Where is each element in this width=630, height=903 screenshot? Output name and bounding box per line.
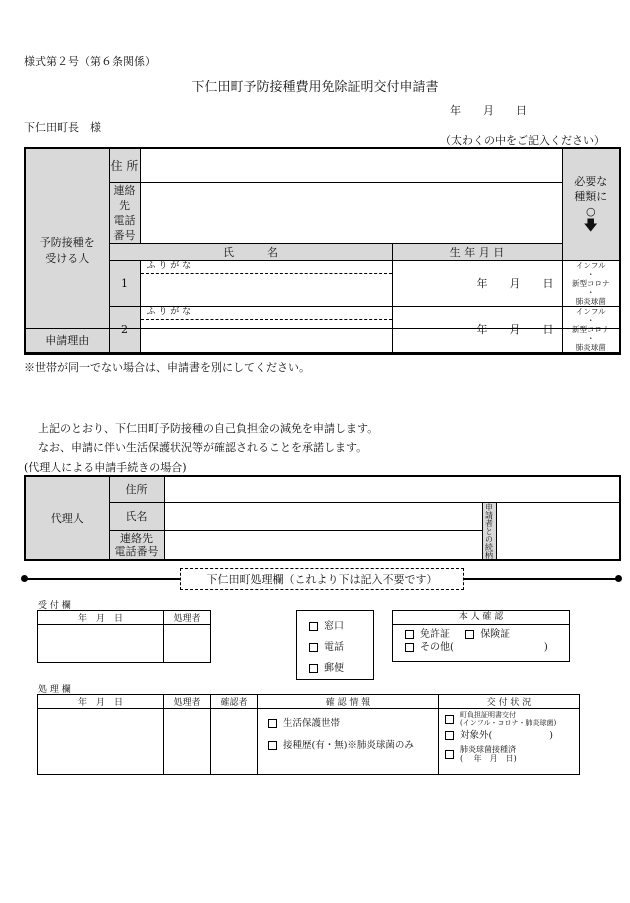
furigana-label: ふ り が な — [141, 307, 392, 320]
reason-table — [24, 328, 621, 354]
checkbox-icon — [405, 630, 414, 639]
reception-table — [37, 610, 211, 663]
checkbox-icon — [268, 719, 277, 728]
info-header: 確 認 情 報 — [258, 695, 439, 709]
processing-checker-header: 確認者 — [211, 695, 258, 709]
checkbox-icon — [309, 643, 318, 652]
processing-date-field[interactable] — [38, 709, 164, 775]
reception-date-header: 年 月 日 — [38, 611, 164, 625]
checkbox-icon — [445, 731, 454, 740]
channel-phone[interactable] — [309, 637, 373, 658]
identity-title: 本 人 確 認 — [393, 611, 569, 625]
other-label: その他( ) — [420, 642, 548, 653]
checkbox-icon — [268, 741, 277, 750]
page-title: 下仁田町予防接種費用免除証明交付申請書 — [191, 80, 439, 95]
channel-label: 電話 — [324, 642, 344, 653]
reception-handler-header: 処理者 — [164, 611, 211, 625]
applicant-table — [24, 147, 621, 355]
note: ※世帯が同一でない場合は、申請書を別にしてください。 — [24, 361, 310, 374]
checkbox-icon — [465, 630, 474, 639]
reception-date-field[interactable] — [38, 625, 164, 663]
date-line: 年 月 日 — [450, 104, 527, 117]
contact-field[interactable] — [140, 182, 562, 243]
row-number: 2 — [109, 306, 140, 352]
checkbox-icon — [309, 664, 318, 673]
proxy-note: (代理人による申請手続きの場合) — [24, 461, 187, 474]
office-header: 下仁田町処理欄（これより下は記入不要です） — [180, 568, 464, 590]
vaccine-types[interactable]: インフル ・ 新型コロナ ・ 肺炎球菌 — [562, 260, 620, 306]
row-number: 1 — [109, 260, 140, 306]
proxy-address-label: 住所 — [109, 476, 164, 502]
issued-check[interactable] — [445, 711, 579, 727]
reception-handler-field[interactable] — [164, 625, 211, 663]
proxy-contact-label: 連絡先 電話番号 — [109, 531, 164, 560]
birth-header: 生 年 月 日 — [392, 243, 562, 260]
proxy-address-field[interactable] — [164, 476, 620, 502]
channel-mail[interactable] — [309, 658, 373, 679]
address-label: 住 所 — [109, 148, 140, 182]
status-header: 交 付 状 況 — [439, 695, 580, 709]
checkbox-icon — [445, 750, 454, 759]
vaccinee-label: 予防接種を 受ける人 — [25, 148, 109, 354]
needed-type-label: 必要な 種類に ○ — [574, 175, 608, 219]
processing-title: 処 理 欄 — [38, 685, 71, 695]
history-label: 接種歴(有・無)※肺炎球菌のみ — [283, 740, 414, 751]
processing-handler-header: 処理者 — [164, 695, 211, 709]
name-header: 氏 名 — [109, 243, 392, 260]
ineligible-check[interactable] — [445, 727, 579, 745]
channel-window[interactable] — [309, 616, 373, 637]
vaccine-types[interactable]: インフル ・ 新型コロナ ・ 肺炎球菌 — [562, 306, 620, 352]
identity-box — [392, 610, 570, 662]
relation-field[interactable] — [496, 502, 620, 560]
processing-date-header: 年 月 日 — [38, 695, 164, 709]
vaccinated-check[interactable] — [445, 745, 579, 763]
welfare-label: 生活保護世帯 — [283, 718, 341, 729]
proxy-label: 代理人 — [25, 476, 109, 560]
contact-label: 連絡先 電話番号 — [109, 182, 140, 243]
furigana-label: ふ り が な — [141, 261, 392, 274]
channel-label: 窓口 — [324, 621, 344, 632]
vaccinated-label: 肺炎球菌接種済 ( 年 月 日) — [460, 745, 517, 763]
processing-checker-field[interactable] — [211, 709, 258, 775]
reason-label: 申請理由 — [25, 329, 109, 353]
form-number: 様式第２号（第６条関係） — [24, 55, 156, 68]
statement-1: 上記のとおり、下仁田町予防接種の自己負担金の減免を申請します。 — [38, 422, 379, 435]
channel-box — [296, 610, 374, 680]
history-check[interactable] — [268, 735, 438, 757]
addressee: 下仁田町長 様 — [24, 121, 101, 134]
divider-dot-right — [615, 575, 622, 582]
proxy-table — [24, 475, 621, 561]
processing-table — [37, 694, 580, 775]
relation-label: 申請者との続柄 — [482, 502, 496, 560]
channel-label: 郵便 — [324, 663, 344, 674]
birth-cell[interactable]: 年 月 日 — [392, 306, 562, 352]
checkbox-icon — [445, 715, 454, 724]
statement-2: なお、申請に伴い生活保護状況等が確認されることを承諾します。 — [38, 441, 368, 454]
birth-cell[interactable]: 年 月 日 — [392, 260, 562, 306]
reason-field[interactable] — [109, 329, 620, 353]
instruction: （太わくの中をご記入ください） — [440, 134, 605, 147]
arrow-down-icon: 🡇 — [583, 218, 598, 235]
address-field[interactable] — [140, 148, 562, 182]
proxy-name-field[interactable] — [164, 502, 482, 531]
license-label: 免許証 — [420, 629, 450, 640]
processing-handler-field[interactable] — [164, 709, 211, 775]
checkbox-icon — [309, 622, 318, 631]
divider-dot-left — [21, 575, 28, 582]
needed-type-header — [562, 148, 620, 260]
license-check[interactable] — [405, 629, 450, 640]
insurance-label: 保険証 — [480, 629, 511, 640]
issued-label: 町負担証明書交付 (インフル・コロナ・肺炎球菌) — [460, 711, 557, 727]
checkbox-icon — [405, 643, 414, 652]
name-cell[interactable] — [140, 260, 392, 306]
welfare-check[interactable] — [268, 713, 438, 735]
insurance-check[interactable] — [465, 629, 510, 640]
reception-title: 受 付 欄 — [38, 601, 71, 611]
proxy-contact-field[interactable] — [164, 531, 482, 560]
other-check[interactable] — [405, 641, 569, 654]
ineligible-label: 対象外( ) — [460, 730, 553, 741]
proxy-name-label: 氏名 — [109, 502, 164, 531]
